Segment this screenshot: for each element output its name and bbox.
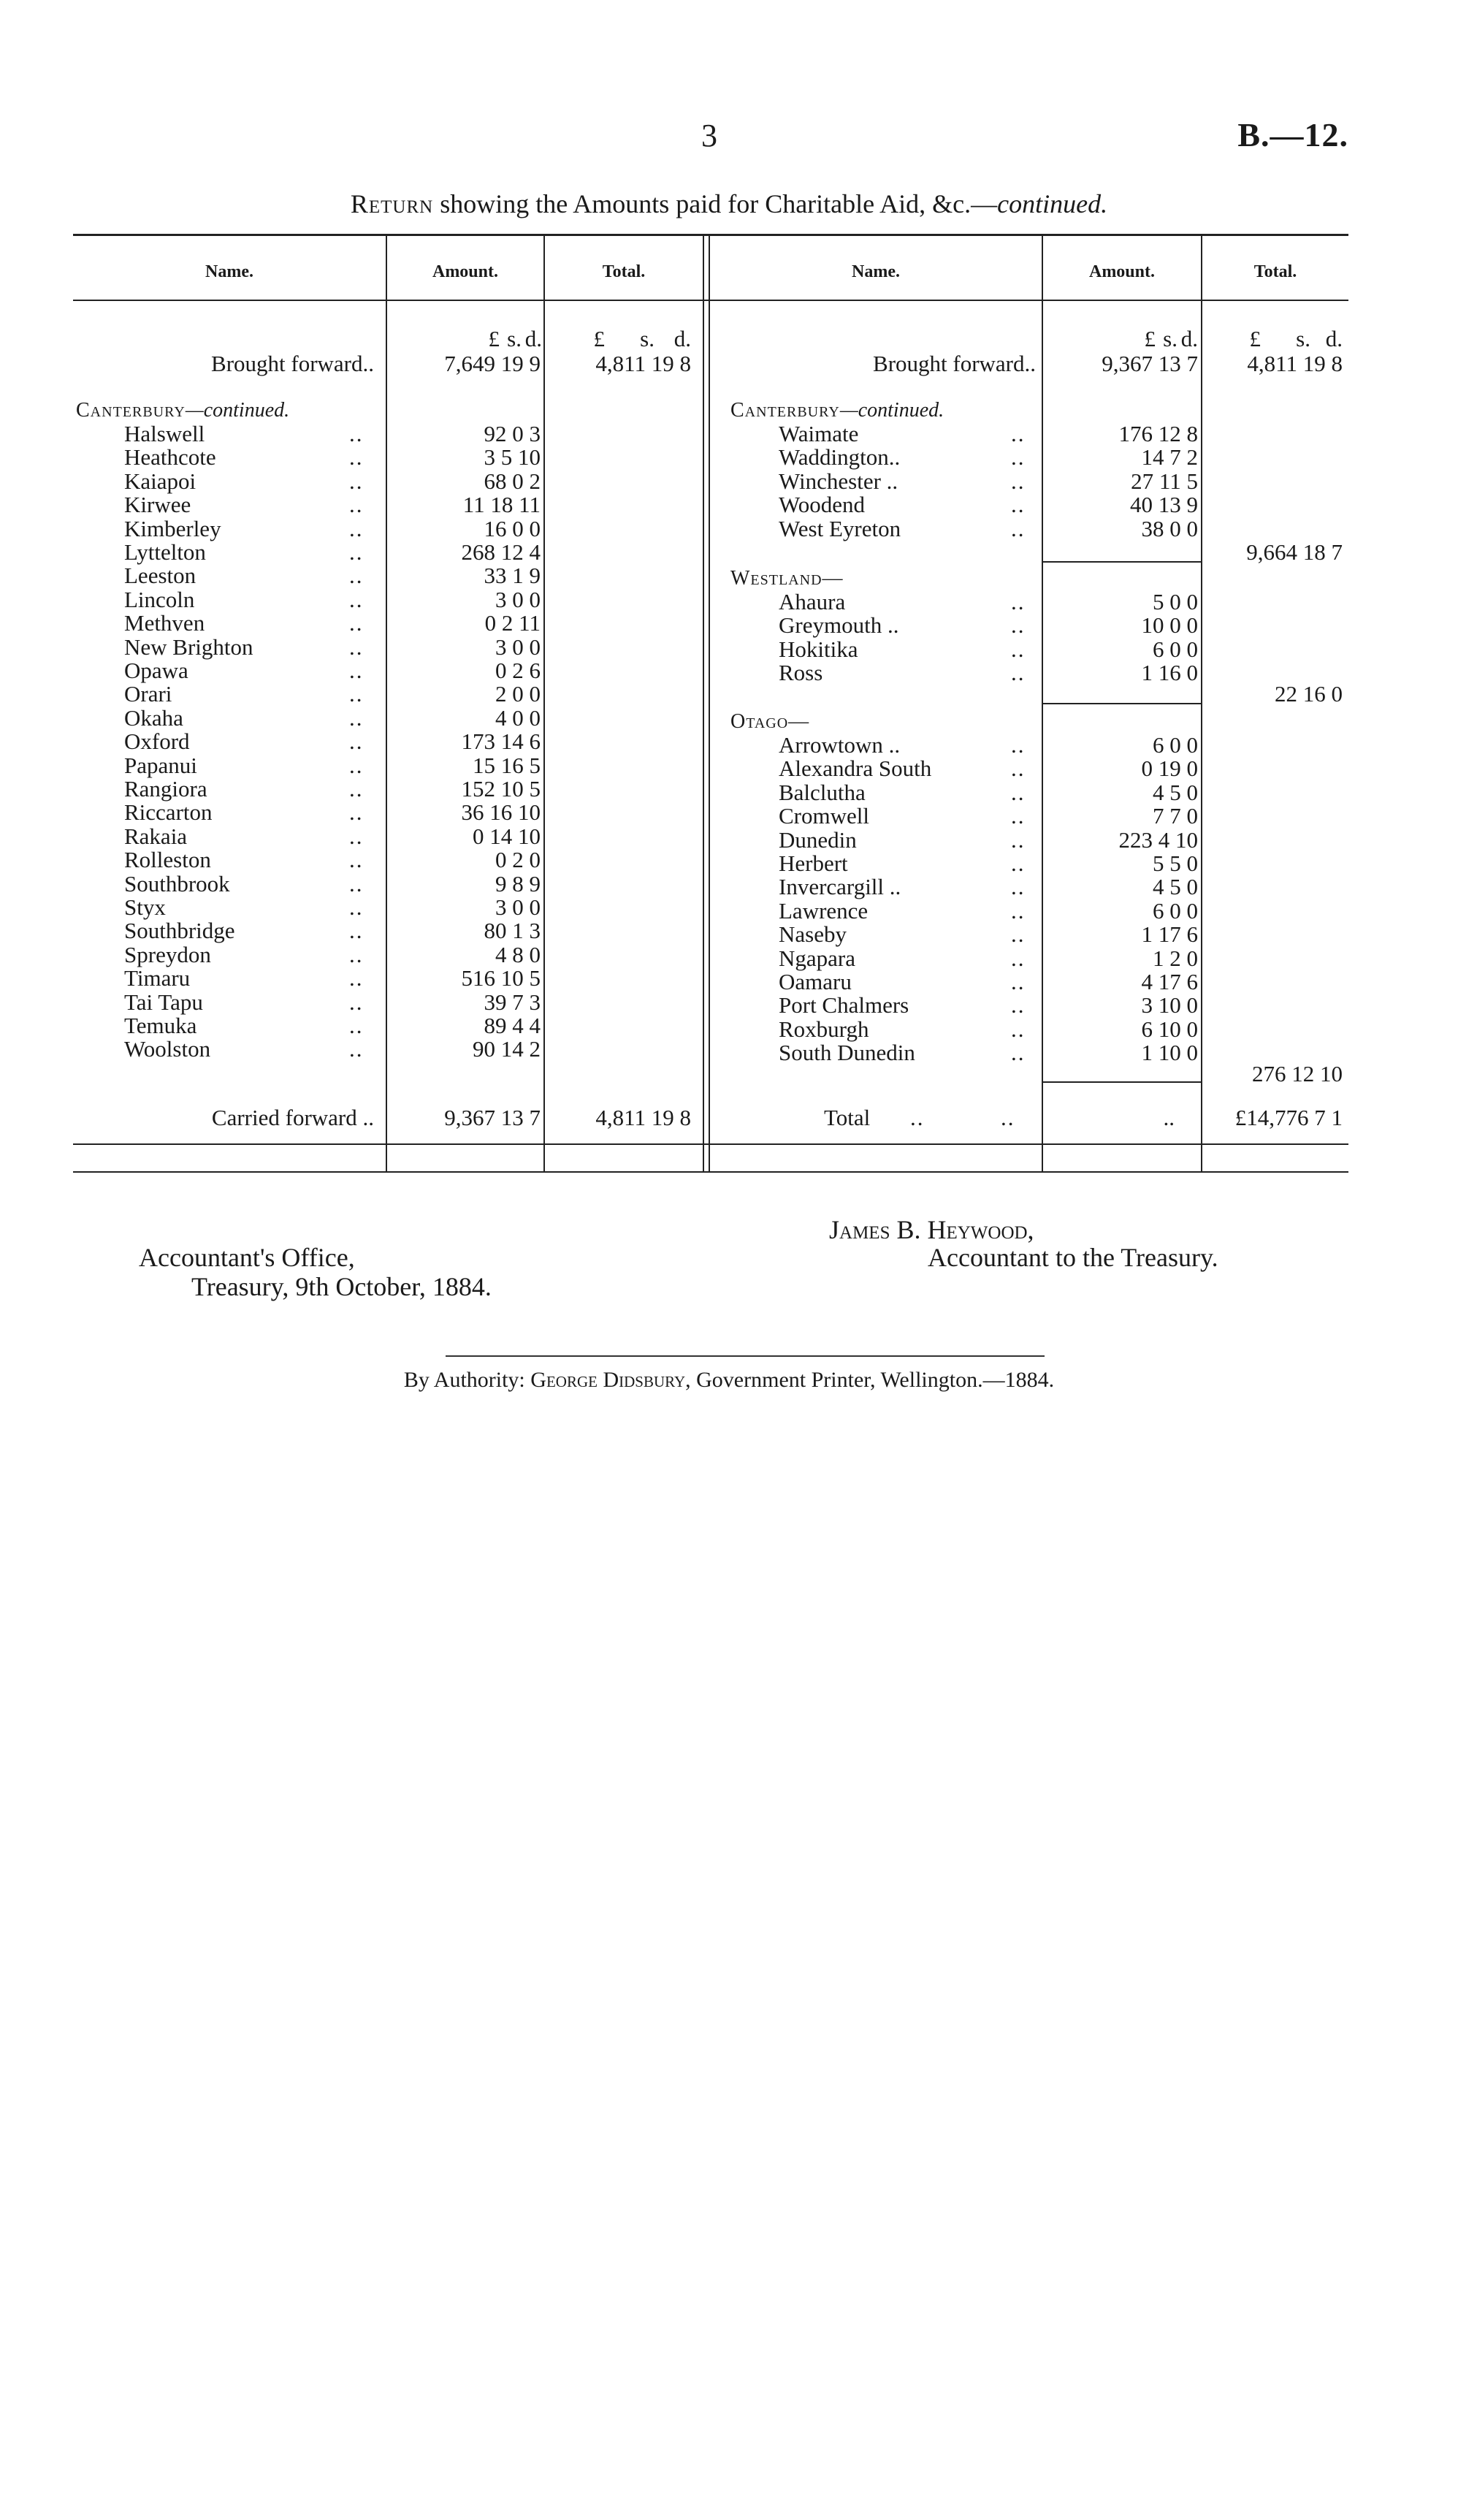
leader-dots: .. — [1011, 850, 1026, 876]
leader-dots: .. — [349, 989, 364, 1015]
pound-unit: £ — [1249, 326, 1261, 351]
table-row — [73, 541, 1348, 564]
row-amount: 4 5 0 — [1153, 779, 1198, 805]
row-name: Roxburgh — [779, 1016, 869, 1042]
col-header-total: Total. — [1253, 262, 1297, 281]
leader-dots: .. — [349, 776, 364, 802]
row-amount: 5 5 0 — [1153, 850, 1198, 876]
col-header-name: Name. — [205, 262, 253, 281]
row-amount: 10 0 0 — [1141, 612, 1198, 639]
brought-forward-total: 4,811 19 8 — [1247, 351, 1343, 376]
row-name: Orari — [124, 681, 172, 707]
carried-forward-label: Carried forward .. — [211, 1105, 374, 1130]
row-amount: 2 0 0 — [495, 681, 541, 707]
title-lead: Return — [350, 189, 434, 218]
subtotal-otago: 276 12 10 — [1252, 1061, 1343, 1086]
row-name: Methven — [124, 610, 205, 636]
table-row — [73, 633, 1348, 662]
leader-dots: .. — [1011, 969, 1026, 994]
signatory-role: Accountant to the Treasury. — [928, 1243, 1218, 1272]
row-amount: 80 1 3 — [484, 918, 541, 944]
bottom-rule-2 — [73, 1171, 1348, 1173]
row-name: Kirwee — [124, 492, 191, 518]
leader-dots: .. — [349, 658, 364, 683]
table-row — [73, 804, 1348, 828]
table-row — [73, 899, 1348, 923]
leader-dots: .. — [349, 728, 364, 755]
leader-dots: .. — [1011, 421, 1026, 446]
table-row — [73, 422, 1348, 446]
row-amount: 1 2 0 — [1153, 945, 1198, 971]
row-name: Alexandra South — [779, 755, 932, 782]
leader-dots: .. — [1011, 660, 1026, 686]
col-header-total: Total. — [602, 262, 646, 281]
pound-unit: £ — [593, 326, 605, 351]
table-row — [73, 586, 1348, 614]
row-name: Herbert — [779, 850, 848, 876]
leader-dots: .. — [349, 515, 364, 541]
row-amount: 0 14 10 — [473, 823, 541, 849]
grand-total-value: £14,776 7 1 — [1234, 1105, 1343, 1130]
row-amount: 0 19 0 — [1141, 755, 1198, 782]
page-number: 3 — [701, 118, 717, 153]
row-amount: 0 2 0 — [495, 847, 541, 873]
row-name: Waddington.. — [779, 444, 901, 471]
row-amount: 1 10 0 — [1141, 1040, 1198, 1066]
row-name: Halswell — [124, 421, 205, 446]
table-row — [73, 658, 1348, 686]
row-name: Waimate — [779, 421, 859, 446]
row-name: South Dunedin — [779, 1040, 915, 1066]
row-amount: 173 14 6 — [461, 728, 541, 755]
row-amount: 33 1 9 — [484, 563, 541, 589]
row-name: Rangiora — [124, 776, 207, 802]
leader-dots: .. — [1011, 1016, 1026, 1042]
row-name: Woolston — [124, 1036, 211, 1062]
grand-total-dots: .. — [910, 1105, 925, 1130]
table-row — [73, 493, 1348, 517]
leader-dots: .. — [1011, 874, 1026, 900]
leader-dots: .. — [349, 681, 364, 707]
row-name: Tai Tapu — [124, 989, 203, 1015]
leader-dots: .. — [1011, 515, 1026, 541]
table-row — [73, 470, 1348, 493]
row-name: Okaha — [124, 704, 183, 731]
row-name: Kaiapoi — [124, 468, 196, 494]
row-amount: 152 10 5 — [461, 776, 541, 802]
row-name: Heathcote — [124, 444, 216, 471]
leader-dots: .. — [1011, 636, 1026, 662]
table-row — [73, 970, 1348, 994]
row-amount: 1 17 6 — [1141, 921, 1198, 948]
table-row — [73, 757, 1348, 780]
brought-forward-amount: 9,367 13 7 — [1102, 351, 1198, 376]
title-tail: continued. — [997, 189, 1108, 218]
row-name: Papanui — [124, 752, 197, 778]
leader-dots: .. — [349, 1036, 364, 1062]
section-heading-otago: Otago— — [730, 710, 810, 733]
pound-unit: £ — [488, 326, 500, 351]
row-name: Temuka — [124, 1013, 197, 1038]
leader-dots: .. — [1011, 444, 1026, 471]
leader-dots: .. — [1011, 897, 1026, 924]
row-name: Spreydon — [124, 941, 211, 967]
signatory-name: James B. Heywood, — [829, 1215, 1034, 1244]
leader-dots: .. — [349, 870, 364, 897]
leader-dots: .. — [349, 752, 364, 778]
row-amount: 39 7 3 — [484, 989, 541, 1015]
leader-dots: .. — [349, 918, 364, 944]
row-name: Lawrence — [779, 897, 869, 924]
carried-forward-amount: 9,367 13 7 — [444, 1105, 541, 1130]
leader-dots: .. — [349, 421, 364, 446]
brought-forward-label: Brought forward.. — [211, 351, 374, 376]
brought-forward-total: 4,811 19 8 — [595, 351, 691, 376]
row-amount: 5 0 0 — [1153, 589, 1198, 614]
row-amount: 4 17 6 — [1141, 969, 1198, 994]
leader-dots: .. — [349, 941, 364, 967]
leader-dots: .. — [1011, 992, 1026, 1019]
shilling-unit: s. — [640, 326, 654, 351]
row-name: Ahaura — [779, 589, 846, 614]
leader-dots: .. — [349, 610, 364, 636]
row-name: Lyttelton — [124, 539, 206, 565]
leader-dots: .. — [349, 965, 364, 991]
row-name: New Brighton — [124, 633, 253, 660]
units-row — [73, 327, 1348, 351]
row-amount: 3 0 0 — [495, 586, 541, 612]
row-name: Leeston — [124, 563, 196, 589]
row-amount: 68 0 2 — [484, 468, 541, 494]
row-amount: 3 0 0 — [495, 894, 541, 920]
row-amount: 3 0 0 — [495, 633, 541, 660]
table-row — [73, 517, 1348, 541]
row-name: Balclutha — [779, 779, 866, 805]
table-row — [73, 781, 1348, 804]
row-name: Southbrook — [124, 870, 230, 897]
table-row — [73, 610, 1348, 639]
subtotal-westland: 22 16 0 — [1275, 681, 1343, 707]
table-row — [73, 564, 1348, 587]
row-amount: 0 2 6 — [495, 658, 541, 683]
header-rule — [73, 300, 1348, 301]
brought-forward-label: Brought forward.. — [873, 351, 1036, 376]
office-line-2: Treasury, 9th October, 1884. — [191, 1272, 492, 1301]
row-amount: 6 0 0 — [1153, 732, 1198, 758]
row-amount: 89 4 4 — [484, 1013, 541, 1038]
table-row — [73, 446, 1348, 469]
leader-dots: .. — [1011, 468, 1026, 494]
row-amount: 6 0 0 — [1153, 636, 1198, 662]
row-amount: 6 10 0 — [1141, 1016, 1198, 1042]
row-name: Lincoln — [124, 586, 195, 612]
row-amount: 223 4 10 — [1118, 826, 1198, 853]
document-reference: B.—12. — [1237, 116, 1348, 153]
leader-dots: .. — [1011, 1040, 1026, 1066]
row-amount: 6 0 0 — [1153, 897, 1198, 924]
row-name: Ross — [779, 660, 823, 686]
row-name: Invercargill .. — [779, 874, 901, 900]
row-name: Rakaia — [124, 823, 188, 849]
row-amount: 92 0 3 — [484, 421, 541, 446]
leader-dots: .. — [349, 444, 364, 471]
row-amount: 36 16 10 — [461, 799, 541, 826]
leader-dots: .. — [1011, 779, 1026, 805]
table-row — [73, 826, 1348, 853]
row-name: Timaru — [124, 965, 191, 991]
leader-dots: .. — [349, 633, 364, 660]
col-header-name: Name. — [852, 262, 900, 281]
row-name: Opawa — [124, 658, 188, 683]
grand-total-amount: .. — [1163, 1105, 1175, 1130]
row-name: Riccarton — [124, 799, 213, 826]
leader-dots: .. — [1011, 492, 1026, 518]
office-line-1: Accountant's Office, — [139, 1243, 355, 1272]
row-amount: 516 10 5 — [461, 965, 541, 991]
section-heading-westland: Westland— — [730, 567, 844, 590]
printer-imprint: By Authority: George Didsbury, Government Printer, Wellington.—1884. — [403, 1368, 1055, 1392]
brought-forward-amount: 7,649 19 9 — [444, 351, 541, 376]
row-name: Oamaru — [779, 969, 852, 994]
row-amount: 7 7 0 — [1153, 803, 1198, 829]
row-amount: 9 8 9 — [495, 870, 541, 897]
row-name: Cromwell — [779, 803, 869, 829]
leader-dots: .. — [1011, 921, 1026, 948]
leader-dots: .. — [1011, 826, 1026, 853]
row-amount: 3 10 0 — [1141, 992, 1198, 1019]
leader-dots: .. — [349, 704, 364, 731]
imprint-rule — [446, 1355, 1045, 1357]
row-amount: 1 16 0 — [1141, 660, 1198, 686]
leader-dots: .. — [1011, 803, 1026, 829]
brought-forward-row — [73, 352, 1348, 376]
table-row — [73, 704, 1348, 731]
row-name: Woodend — [779, 492, 866, 518]
grand-total-dots: .. — [1001, 1105, 1015, 1130]
pence-unit: d. — [524, 326, 542, 351]
row-name: Dunedin — [779, 826, 857, 853]
row-amount: 4 0 0 — [495, 704, 541, 731]
row-name: Styx — [124, 894, 166, 920]
leader-dots: .. — [349, 799, 364, 826]
table-row — [73, 734, 1348, 757]
section-heading-canterbury: Canterbury—continued. — [730, 399, 944, 422]
carried-forward-row — [73, 1106, 1348, 1130]
page-title — [0, 189, 1458, 219]
subtotal-canterbury: 9,664 18 7 — [1246, 539, 1343, 565]
leader-dots: .. — [349, 563, 364, 589]
leader-dots: .. — [1011, 755, 1026, 782]
table-row — [73, 947, 1348, 970]
table-top-rule — [73, 234, 1348, 236]
row-name: West Eyreton — [779, 515, 901, 541]
title-text: showing the Amounts paid for Charitable Aid, &c.— — [433, 189, 998, 218]
row-amount: 16 0 0 — [484, 515, 541, 541]
table-row — [73, 994, 1348, 1017]
row-amount: 4 8 0 — [495, 941, 541, 967]
grand-total-label: Total — [824, 1105, 871, 1130]
row-amount: 11 18 11 — [462, 492, 541, 518]
leader-dots: .. — [349, 823, 364, 849]
table-row — [73, 923, 1348, 946]
row-name: Rolleston — [124, 847, 211, 873]
shilling-unit: s. — [1163, 326, 1178, 351]
row-amount: 14 7 2 — [1141, 444, 1198, 471]
row-amount: 268 12 4 — [461, 539, 541, 565]
leader-dots: .. — [349, 468, 364, 494]
shilling-unit: s. — [507, 326, 522, 351]
table-row — [73, 1018, 1348, 1041]
row-amount: 38 0 0 — [1141, 515, 1198, 541]
leader-dots: .. — [349, 1013, 364, 1038]
leader-dots: .. — [349, 586, 364, 612]
row-amount: 0 2 11 — [484, 610, 541, 636]
row-amount: 15 16 5 — [473, 752, 541, 778]
row-amount: 3 5 10 — [484, 444, 541, 471]
row-amount: 90 14 2 — [473, 1036, 541, 1062]
row-name: Southbridge — [124, 918, 235, 944]
pence-unit: d. — [1180, 326, 1198, 351]
row-name: Arrowtown .. — [779, 732, 901, 758]
row-amount: 4 5 0 — [1153, 874, 1198, 900]
col-header-amount: Amount. — [432, 262, 498, 281]
leader-dots: .. — [1011, 945, 1026, 971]
row-amount: 40 13 9 — [1130, 492, 1198, 518]
row-amount: 176 12 8 — [1118, 421, 1198, 446]
table-row — [73, 852, 1348, 875]
row-name: Greymouth .. — [779, 612, 899, 639]
table-row — [73, 875, 1348, 899]
leader-dots: .. — [349, 847, 364, 873]
section-heading-canterbury: Canterbury—continued. — [76, 399, 290, 422]
carried-forward-total: 4,811 19 8 — [595, 1105, 691, 1130]
row-name: Oxford — [124, 728, 190, 755]
table-row — [73, 682, 1348, 706]
row-name: Winchester .. — [779, 468, 898, 494]
pence-unit: d. — [673, 326, 691, 351]
leader-dots: .. — [349, 894, 364, 920]
pence-unit: d. — [1325, 326, 1343, 351]
leader-dots: .. — [349, 539, 364, 565]
row-name: Ngapara — [779, 945, 855, 971]
col-header-amount: Amount. — [1088, 262, 1155, 281]
row-name: Naseby — [779, 921, 847, 948]
row-name: Port Chalmers — [779, 992, 909, 1019]
leader-dots: .. — [1011, 732, 1026, 758]
pound-unit: £ — [1144, 326, 1156, 351]
leader-dots: .. — [349, 492, 364, 518]
bottom-rule-1 — [73, 1143, 1348, 1145]
subtotal-rule — [1042, 1081, 1201, 1083]
charitable-aid-table — [73, 234, 1348, 1175]
row-name: Hokitika — [779, 636, 858, 662]
table-row — [73, 1041, 1348, 1065]
row-amount: 27 11 5 — [1131, 468, 1198, 494]
leader-dots: .. — [1011, 612, 1026, 639]
row-name: Kimberley — [124, 515, 221, 541]
leader-dots: .. — [1011, 589, 1026, 614]
shilling-unit: s. — [1296, 326, 1310, 351]
